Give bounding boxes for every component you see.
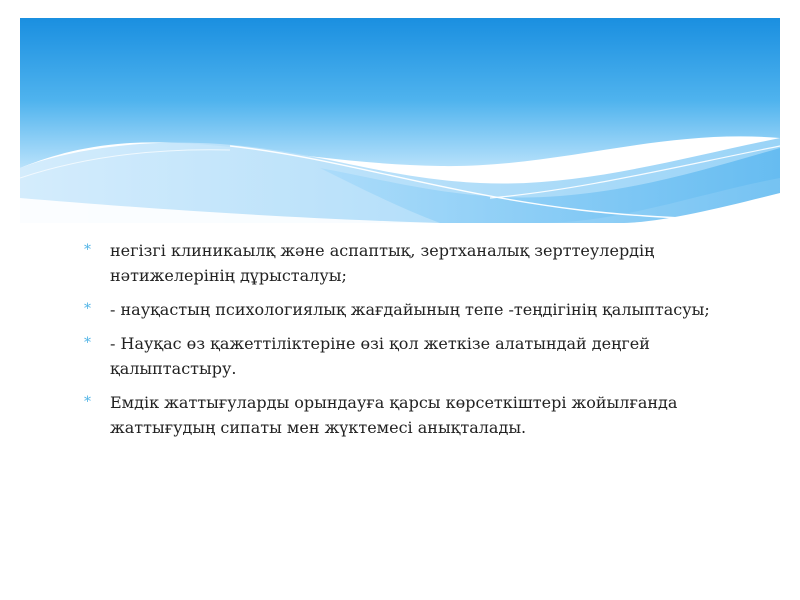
list-item [84,331,724,381]
list-item [84,238,724,288]
content-area [84,238,724,449]
bullet-list [84,238,724,440]
bullet-text: - Науқас өз қажеттіліктеріне өзі қол жеткізе алатындай деңгей қалыптастыру. [110,334,650,378]
bullet-text: - науқастың психологиялық жағдайының тепе -теңдігінің қалыптасуы; [110,300,710,319]
bullet-asterisk-icon: * [84,242,91,258]
header-wave-banner [20,18,780,223]
bullet-text: негізгі клиникаылқ және аспаптық, зертханалық зерттеулердің нәтижелерінің дұрысталуы; [110,241,655,285]
bullet-asterisk-icon: * [84,301,91,317]
bullet-text: Емдік жаттығуларды орындауға қарсы көрсеткіштері жойылғанда жаттығудың сипаты мен жүктемесі анықталады. [110,393,678,437]
list-item [84,297,724,322]
wave-graphic [20,18,780,223]
bullet-asterisk-icon: * [84,394,91,410]
bullet-asterisk-icon: * [84,335,91,351]
list-item [84,390,724,440]
